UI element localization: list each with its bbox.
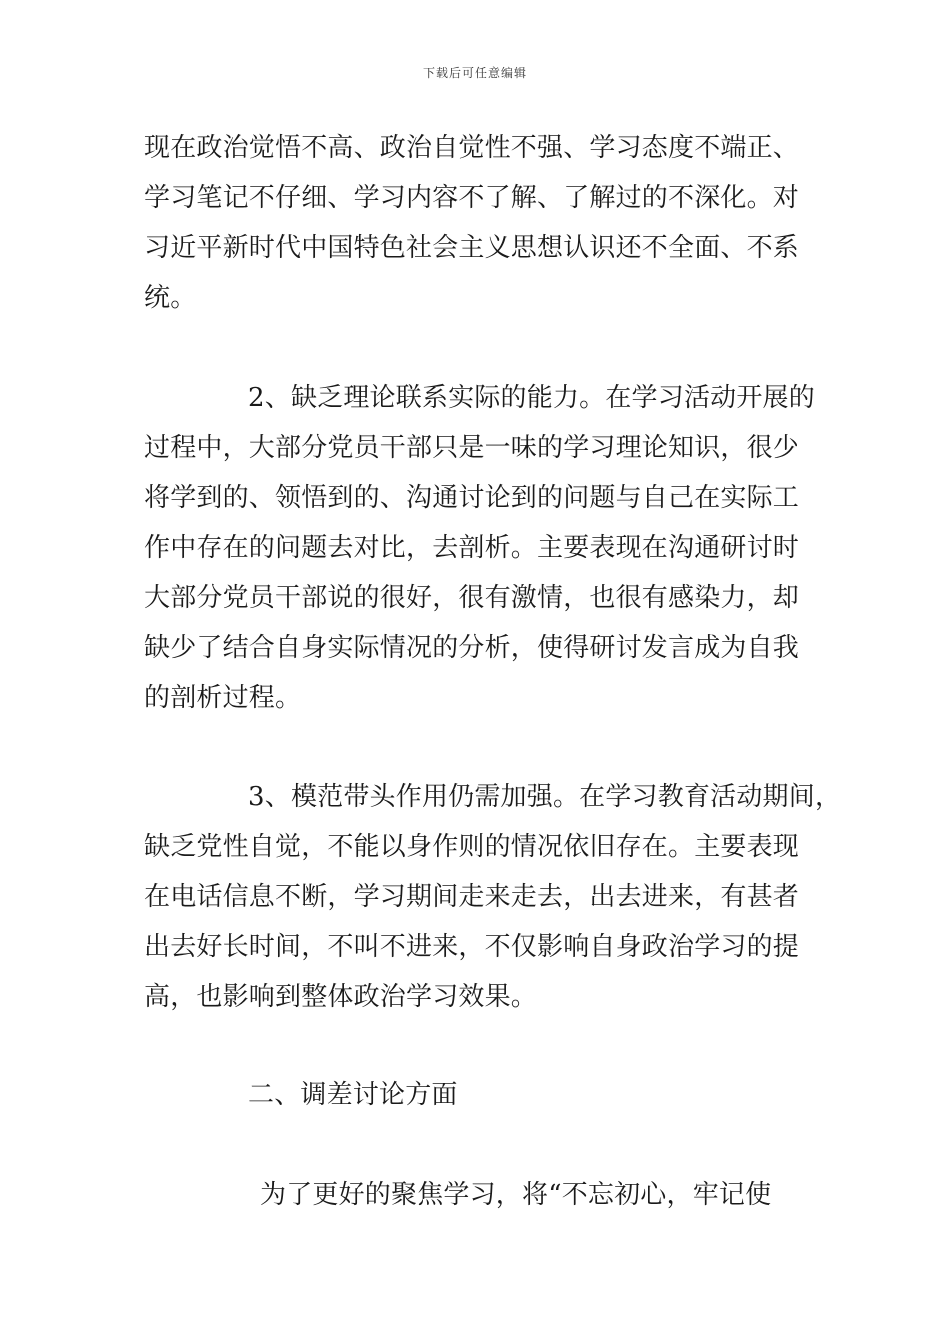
text-line: 过程中，大部分党员干部只是一味的学习理论知识，很少: [144, 433, 800, 463]
text-line: 缺少了结合自身实际情况的分析，使得研讨发言成为自我: [144, 633, 800, 663]
text-line: 作中存在的问题去对比，去剖析。主要表现在沟通研讨时: [144, 533, 800, 563]
text-line: 现在政治觉悟不高、政治自觉性不强、学习态度不端正、: [144, 133, 800, 163]
text-line: 出去好长时间，不叫不进来，不仅影响自身政治学习的提: [144, 932, 800, 962]
text-line: 缺乏党性自觉，不能以身作则的情况依旧存在。主要表现: [144, 832, 800, 862]
text-line: 2、缺乏理论联系实际的能力。在学习活动开展的: [248, 383, 815, 413]
text-line: 3、模范带头作用仍需加强。在学习教育活动期间，: [248, 782, 842, 812]
text-line: 为了更好的聚焦学习，将“不忘初心，牢记使: [260, 1180, 772, 1210]
text-line: 的剖析过程。: [144, 683, 302, 713]
text-line: 习近平新时代中国特色社会主义思想认识还不全面、不系: [144, 233, 800, 263]
section-heading: 二、调差讨论方面: [248, 1080, 458, 1110]
text-line: 将学到的、领悟到的、沟通讨论到的问题与自己在实际工: [144, 483, 800, 513]
text-line: 大部分党员干部说的很好，很有激情，也很有感染力，却: [144, 583, 800, 613]
page-header: 下载后可任意编辑: [422, 66, 527, 80]
text-line: 高，也影响到整体政治学习效果。: [144, 982, 538, 1012]
text-line: 统。: [144, 283, 197, 313]
text-line: 学习笔记不仔细、学习内容不了解、了解过的不深化。对: [144, 183, 800, 213]
text-line: 在电话信息不断，学习期间走来走去，出去进来，有甚者: [144, 882, 800, 912]
